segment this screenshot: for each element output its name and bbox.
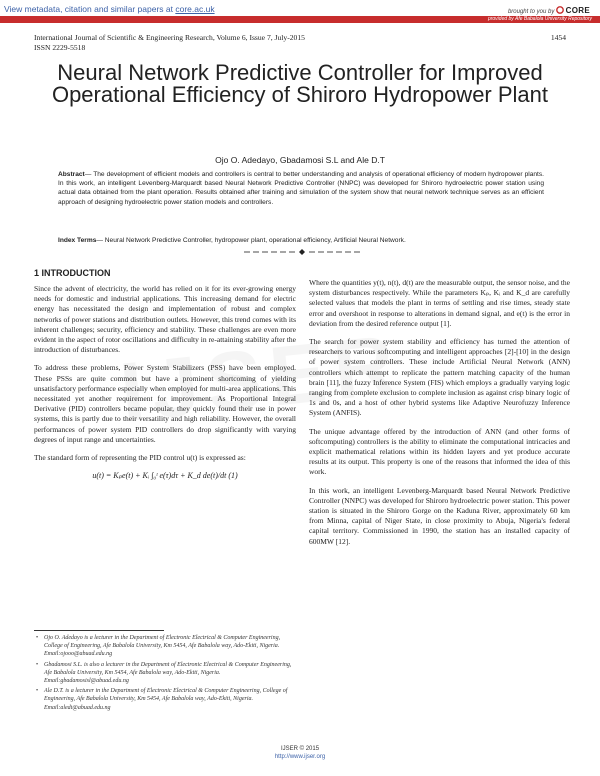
core-brought-by: brought to you by bbox=[507, 9, 555, 15]
footnote-item: • Ojo O. Adedayo is a lecturer in the Department of Electronic Electrical & Computer Engineering, College of Engineering, Afe Babalola University, Km 5454, Afe Babalola way, Ado-Ekiti, Nigeria. Email:ojooo@abuad.edu.ng bbox=[44, 634, 296, 659]
footer-url[interactable]: http://www.ijser.org bbox=[274, 754, 326, 760]
right-paragraph-3: The unique advantage offered by the introduction of ANN (and other forms of softcomputing) controllers is the ability to eliminate the computational intricacies and explicit mathematical relations within its hidden layers and yet produce accurate results at its output. This property is one of the reasons that informed the idea of this work. bbox=[309, 426, 570, 477]
intro-paragraph-1: Since the advent of electricity, the world has relied on it for its ever-growing energy needs for domestic and industrial applications. This increasing demand for electric energy has necessitated the design and implementation of robust and complex networks of power stations and distribution outlets. However, this trend comes with its inherent challenges; security, efficiency and stability. These challenges are even more evident in the aspect of rotor oscillations and difficulty in re-attaining stability after the introduction of disturbances. bbox=[34, 284, 296, 355]
paper-title: Neural Network Predictive Controller for Improved Operational Efficiency of Shiroro Hydropower Plant bbox=[51, 60, 549, 107]
index-terms bbox=[58, 236, 544, 245]
footer-copyright: IJSER © 2015 bbox=[280, 746, 320, 752]
core-link-domain: core.ac.uk bbox=[175, 4, 215, 14]
right-paragraph-2: The search for power system stability and efficiency has turned the attention of researchers to various softcomputing and intelligent approaches [2]-[10] in the design of power system controllers. These include Artificial Neural Network (ANN) controllers which attempt to replicate the pattern matching capacity of the human brain [11], the fuzzy Inference System (FIS) which employs a gradually varying logic ranging from complete exclusion to complete inclusion as against crisp binary logic of 1s and 0s, and a host of other hybrid systems like Adaptive Neurofuzzy Inference System (ANFIS). bbox=[309, 337, 570, 418]
abstract-text: — The development of efficient models and controllers is central to better understanding and analysis of operational efficiency of modern hydropower plants. In this work, an intelligent Levenberg-Marquardt based Neural Network Predictive Controller (NNPC) was developed for Shiroro hydroelectric power station using actual data obtained from the plant operation. Results obtained after training and simulation of the system show that neural network technique serves as an efficient approach of designing hydroelectric power station models and controllers. bbox=[58, 171, 544, 206]
footnote-item: • Gbadamosi S.L. is also a lecturer in the Department of Electronic Electrical & Computer Engineering, Afe Babalola University, Km 5454, Afe Babalola way, Ado-Ekiti, Nigeria. Email:gbadamosisl@abuad.edu.ng bbox=[44, 661, 296, 686]
author-footnotes bbox=[34, 634, 296, 714]
right-paragraph-1: Where the quantities y(t), n(t), d(t) are the measurable output, the sensor noise, and the system disturbances respectively. While the parameters Kₚ, Kᵢ and K_d are carefully selected values that models the plant in terms of settling and rise times, steady state error and overshoot in response to alterations in demand signal, and e(t) is the error in deviation from the desired reference output [1]. bbox=[309, 278, 570, 328]
left-column bbox=[34, 267, 296, 491]
intro-paragraph-2: To address these problems, Power System Stabilizers (PSS) have been employed. These PSSs are quite common but have a prominent shortcoming of yielding unsatisfactory performance especially when employed for multi-area applications. This necessitated yet another requirement for improvement. As Proportional Integral Derivative (PID) controllers became popular, they quickly found their use in power systems, this is partly due to their versatility and high reliability. However, the overall performances of power system PID controllers do drop significantly with varying degrees of input range and uncertainties. bbox=[34, 363, 296, 444]
intro-paragraph-3: The standard form of representing the PID control u(t) is expressed as: bbox=[34, 453, 246, 463]
core-brand-name: CORE bbox=[565, 6, 590, 15]
core-logo-icon bbox=[556, 9, 566, 15]
abstract-label: Abstract bbox=[58, 171, 85, 178]
abstract bbox=[58, 170, 544, 207]
core-banner bbox=[0, 0, 600, 24]
journal-header bbox=[34, 33, 305, 53]
core-brand[interactable] bbox=[508, 6, 590, 15]
section-divider bbox=[242, 248, 362, 256]
journal-name: International Journal of Scientific & Engineering Research, Volume 6, Issue 7, July-2015 bbox=[34, 33, 305, 42]
core-provider-text: provided by Afe Babalola University Repository bbox=[487, 16, 592, 22]
paper-authors: Ojo O. Adedayo, Gbadamosi S.L and Ale D.T bbox=[215, 155, 385, 165]
core-metadata-link[interactable] bbox=[4, 4, 215, 14]
section-heading-introduction: 1 INTRODUCTION bbox=[34, 268, 111, 278]
page-footer bbox=[0, 745, 600, 761]
right-column bbox=[309, 278, 570, 555]
right-paragraph-4: In this work, an intelligent Levenberg-Marquardt based Neural Network Predictive Controller (NNPC) was developed for Shiroro hydroelectric power station. This power station is situated in the Shiroro Gorge on the Kaduna River, approximately 60 km from Minna, capital of Niger State, in close proximity to Abuja, Nigeria's federal capital territory. Commissioned in 1990, the station has an installed capacity of 600MW [12]. bbox=[309, 485, 570, 546]
journal-issn: ISSN 2229-5518 bbox=[34, 43, 86, 52]
pid-equation: u(t) = Kₚe(t) + Kᵢ ∫₀ᵗ e(τ)dτ + K_d de(t)/dt (1) bbox=[92, 471, 238, 481]
core-provider-strip bbox=[0, 16, 600, 23]
footnote-rule bbox=[34, 630, 164, 631]
footnote-item: • Ale D.T. is a lecturer in the Department of Electronic Electrical & Computer Engineering, College of Engineering, Afe Babalola University, Km 5454, Afe Babalola way, Ado-Ekiti, Nigeria. Email:aledt@abuad.edu.ng bbox=[44, 687, 296, 712]
index-terms-label: Index Terms bbox=[58, 237, 97, 244]
core-link-prefix: View metadata, citation and similar papers at bbox=[4, 4, 176, 14]
page-number: 1454 bbox=[550, 33, 566, 42]
index-terms-text: — Neural Network Predictive Controller, hydropower plant, operational efficiency, Artificial Neural Network. bbox=[96, 237, 406, 244]
